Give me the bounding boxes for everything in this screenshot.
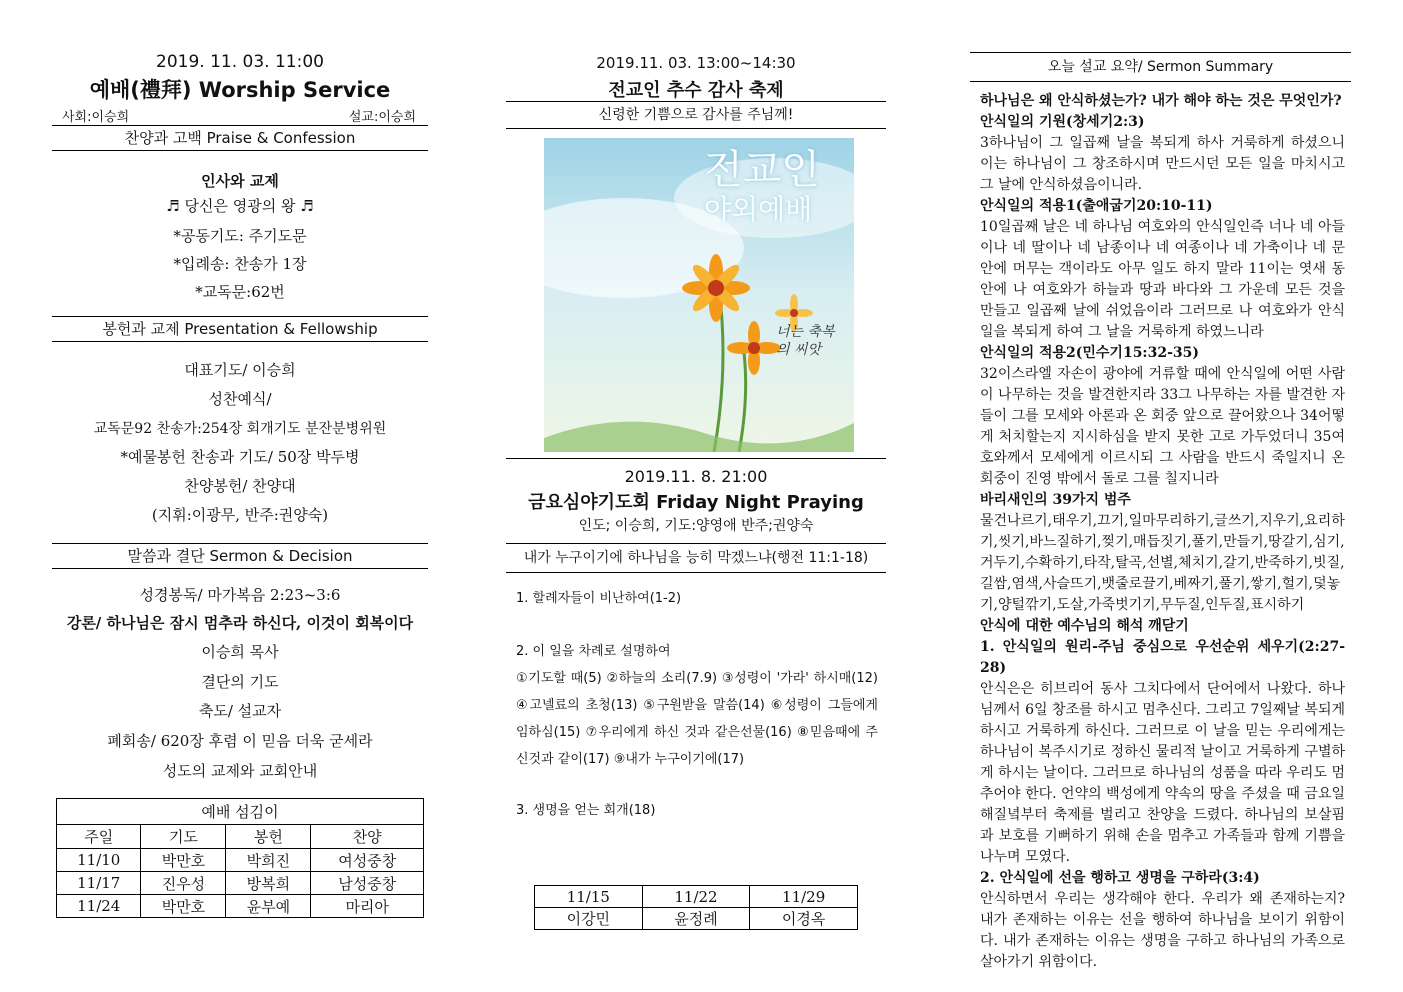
point-3: 3. 생명을 얻는 회개(18) xyxy=(516,803,656,818)
communion-detail: 교독문92 찬송가:254장 회개기도 분잔분병위원 xyxy=(93,421,387,437)
table-cell: 박만호 xyxy=(141,849,226,872)
closing-hymn: 폐회송/ 620장 후렴 이 믿음 더욱 굳세라 xyxy=(107,732,373,750)
poster-text-picnic: 야외예배 xyxy=(704,193,813,226)
summary-heading: 2. 안식일에 선을 행하고 생명을 구하라(3:4) xyxy=(980,870,1260,886)
table-header: 기도 xyxy=(141,825,226,849)
table-cell: 박희진 xyxy=(226,849,311,872)
friday-sermon-title: 내가 누구이기에 하나님을 능히 막겠느냐(행전 11:1-18) xyxy=(506,543,886,573)
friday-date: 2019.11. 8. 21:00 xyxy=(624,467,768,486)
servers-table xyxy=(56,798,424,918)
summary-header: 오늘 설교 요약/ Sermon Summary xyxy=(970,52,1351,82)
table-cell: 박만호 xyxy=(141,895,226,918)
table-cell: 11/24 xyxy=(57,895,141,918)
table-header: 찬양 xyxy=(311,825,424,849)
table-cell: 여성중창 xyxy=(311,849,424,872)
sermon-points xyxy=(516,585,878,824)
event-date: 2019.11. 03. 13:00~14:30 xyxy=(596,54,796,72)
summary-text: 안식하면서 우리는 생각해야 한다. 우리가 왜 존재하는지? 내가 존재하는 이유는 선을 행하여 하나님을 보이기 위함이다. 내가 존재하는 이유는 생명을 구하고 하나님의 가족으로 살아가기 위함이다. xyxy=(980,891,1345,970)
communion: 성찬예식/ xyxy=(208,390,272,408)
common-prayer: *공동기도: 주기도문 xyxy=(173,227,307,245)
friday-leaders: 인도; 이승희, 기도:양영애 반주;권양숙 xyxy=(578,518,814,534)
table-cell: 남성중창 xyxy=(311,872,424,895)
table-cell: 마리아 xyxy=(311,895,424,918)
song-title: ♬ 당신은 영광의 왕 ♬ xyxy=(166,197,314,215)
offering: *예물봉헌 찬송과 기도/ 50장 박두병 xyxy=(120,448,360,466)
summary-heading: 1. 안식일의 원리-주님 중심으로 우선순위 세우기(2:27-28) xyxy=(980,639,1345,676)
point-2-detail: ①기도할 때(5) ②하늘의 소리(7.9) ③성령이 '가라' 하시매(12) ④고넬료의 초청(13) ⑤구원받을 말씀(14) ⑥성령이 그들에게 임하심(15) ⑦우리에게 하신 것과 같은선물(16) ⑧믿음때에 주신것과 같이(17) ⑨내가 누구이기에(17) xyxy=(516,671,878,767)
table-row xyxy=(57,872,424,895)
sermon-section-header: 말씀과 결단 Sermon & Decision xyxy=(52,543,428,569)
benediction: 축도/ 설교자 xyxy=(198,702,282,720)
table-row xyxy=(57,849,424,872)
table-cell: 윤부예 xyxy=(226,895,311,918)
summary-heading: 하나님은 왜 안식하셨는가? 내가 해야 하는 것은 무엇인가? xyxy=(980,93,1342,109)
table-cell: 11/17 xyxy=(57,872,141,895)
preacher: 설교:이승희 xyxy=(348,110,416,125)
table-cell: 방복희 xyxy=(226,872,311,895)
greeting: 인사와 교제 xyxy=(201,172,279,190)
table-row xyxy=(57,895,424,918)
summary-heading: 안식일의 적용2(민수기15:32-35) xyxy=(980,345,1200,361)
point-1: 1. 할례자들이 비난하여(1-2) xyxy=(516,591,682,606)
scripture-reading: 성경봉독/ 마가복음 2:23~3:6 xyxy=(139,586,341,604)
conductor-accompanist: (지휘:이광무, 반주:권양숙) xyxy=(151,506,329,524)
church-news: 성도의 교제와 교회안내 xyxy=(162,762,318,780)
servers-table-title: 예배 섬김이 xyxy=(57,799,424,825)
praise-section-header: 찬양과 고백 Praise & Confession xyxy=(52,125,428,151)
friday-schedule-table xyxy=(534,885,858,930)
summary-text: 10일곱째 날은 네 하나님 여호와의 안식일인즉 너나 네 아들이나 네 딸이나 네 남종이나 네 여종이나 네 가축이나 네 문안에 머무는 객이라도 아무 일도 하지 말라 11이는 엿새 동안에 나 여호와가 하늘과 땅과 바다와 그 가운데 모든 것을 만들고 일곱째 날에 쉬었음이라 그러므로 나 여호와가 안식일을 복되게 하여 그 날을 거룩하게 하였느니라 xyxy=(980,219,1345,340)
schedule-name: 윤정례 xyxy=(642,908,750,930)
presider: 사회:이승희 xyxy=(62,110,130,125)
table-header: 주일 xyxy=(57,825,141,849)
schedule-date: 11/15 xyxy=(535,886,643,908)
decision-prayer: 결단의 기도 xyxy=(201,673,279,691)
worship-date: 2019. 11. 03. 11:00 xyxy=(156,52,324,72)
summary-text: 물건나르기,태우기,끄기,일마무리하기,글쓰기,지우기,요리하기,씻기,바느질하기,찢기,매듭짓기,풀기,만들기,땅갈기,심기,거두기,수확하기,타작,탈곡,선별,체치기,갈기,반죽하기,빗질,길쌈,염색,사슬뜨기,뱃줄로끌기,베짜기,풀기,쌓기,헐기,덫놓기,양털깎기,도살,가죽벗기기,무두질,인두질,표시하기 xyxy=(980,513,1345,613)
sermon-title: 강론/ 하나님은 잠시 멈추라 하신다, 이것이 회복이다 xyxy=(66,614,414,632)
table-cell: 11/10 xyxy=(57,849,141,872)
event-subtitle: 신령한 기쁨으로 감사를 주님께! xyxy=(506,101,886,129)
table-header: 봉헌 xyxy=(226,825,311,849)
summary-text: 안식은은 히브리어 동사 그치다에서 단어에서 나왔다. 하나님께서 6일 창조를 하시고 멈추신다. 그리고 7일째날 복되게 하시고 거룩하게 하신다. 그러므로 이 날을 믿는 우리에게는 하나님이 복주시기로 정하신 물리적 날이고 거룩하게 구별하게 하시는 날이다. 그러므로 하나님의 성품을 따라 우리도 멈추어야 한다. 언약의 백성에게 약속의 땅을 주셨을 때 금요일 해질녘부터 축제를 벌리고 찬양을 드렸다. 하나님의 보살핌과 보호를 기뻐하기 위해 손을 멈추고 가족들과 함께 기쁨을 나누며 모였다. xyxy=(980,681,1345,865)
pastor-name: 이승희 목사 xyxy=(201,643,279,661)
entrance-hymn: *입례송: 찬송가 1장 xyxy=(173,255,307,273)
summary-body xyxy=(980,91,1345,973)
responsive-reading: *교독문:62번 xyxy=(195,283,285,301)
schedule-date: 11/22 xyxy=(642,886,750,908)
summary-heading: 안식일의 기원(창세기2:3) xyxy=(980,114,1145,130)
choir-offering: 찬양봉헌/ 찬양대 xyxy=(184,477,296,495)
event-poster-image xyxy=(544,138,854,452)
summary-heading: 안식에 대한 예수님의 해석 깨닫기 xyxy=(980,618,1189,634)
friday-title: 금요심야기도회 Friday Night Praying xyxy=(528,492,864,513)
worship-title: 예배(禮拜) Worship Service xyxy=(89,78,391,102)
representative-prayer: 대표기도/ 이승희 xyxy=(184,361,296,379)
offering-section-header: 봉헌과 교제 Presentation & Fellowship xyxy=(52,316,428,342)
summary-heading: 바리새인의 39가지 범주 xyxy=(980,492,1131,508)
divider xyxy=(506,458,886,459)
schedule-date: 11/29 xyxy=(750,886,858,908)
summary-text: 32이스라엘 자손이 광야에 거류할 때에 안식일에 어떤 사람이 나무하는 것을 발견한지라 33그 나무하는 자를 발견한 자들이 그를 모세와 아론과 온 회중 앞으로 끌어왔으나 34어떻게 처치할는지 지시하심을 받지 못한 고로 가두었더니 35여호와께서 모세에게 이르시되 그 사람을 반드시 죽일지니 온 회중이 진영 밖에서 돌로 그를 칠지니라 xyxy=(980,366,1345,487)
event-title: 전교인 추수 감사 축제 xyxy=(608,80,784,101)
point-2: 2. 이 일을 차례로 설명하여 xyxy=(516,644,671,659)
summary-text: 3하나님이 그 일곱째 날을 복되게 하사 거룩하게 하셨으니 이는 하나님이 그 창조하시며 만드시던 모든 일을 마치시고 그 날에 안식하셨음이니라. xyxy=(980,135,1345,193)
poster-text-church: 전교인 xyxy=(704,147,820,193)
poster-text-blessing: 너는 축복의 씨앗 xyxy=(776,324,835,358)
schedule-name: 이경옥 xyxy=(750,908,858,930)
table-cell: 진우성 xyxy=(141,872,226,895)
summary-heading: 안식일의 적용1(출애굽기20:10-11) xyxy=(980,198,1213,214)
schedule-name: 이강민 xyxy=(535,908,643,930)
